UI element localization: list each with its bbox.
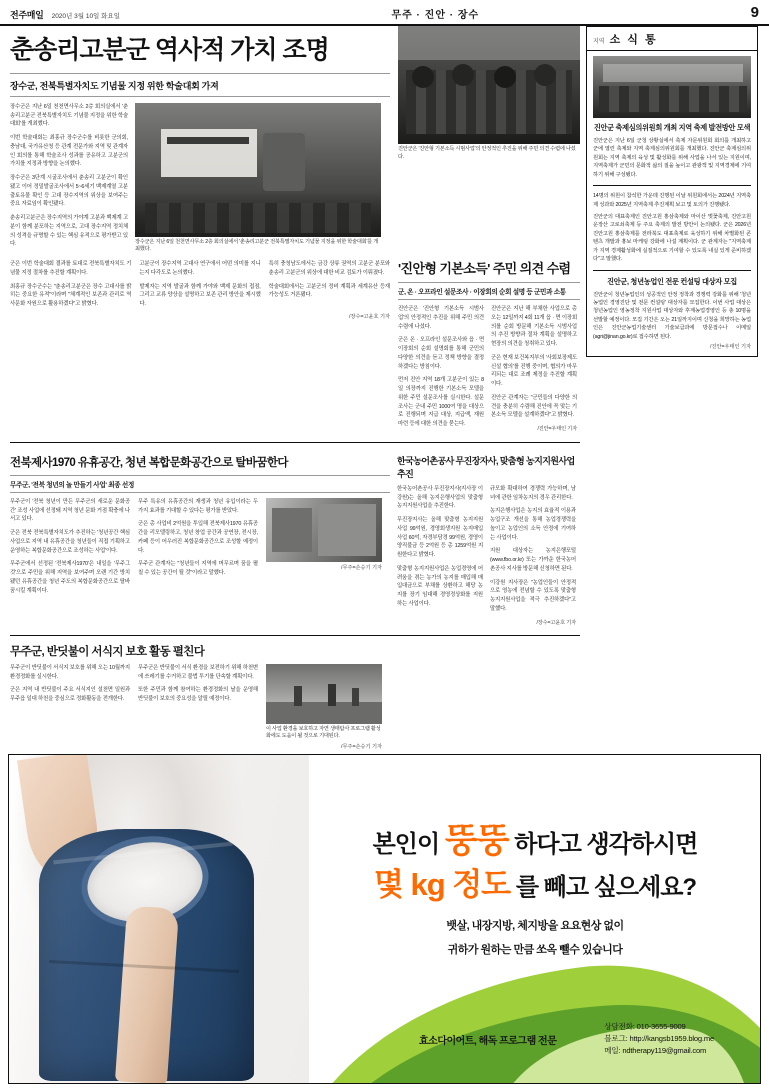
bottom-left-byline: /무주=손승기 기자 [341,743,382,750]
bottom-left-paragraph: 또한 주민과 함께 참여하는 환경정화의 날을 운영해 반딧불이 보호의 중요성을 알릴 예정이다. [138,687,258,703]
bottom-left-photo [266,664,382,724]
ad-line1-pre: 본인이 [372,831,440,858]
mid-right-paragraph: 무진장지사는 올해 맞춤형 농지지원 사업 99억원, 경영회생지원 농지매입사업 60억, 자경부담경 99억원, 경영이양직불금 등 2억원 등 총 1259억원 지원한다고 밝혔다. [397,517,483,558]
main-column [10,26,580,750]
mid-left-paragraph: 군은 전북 전북특별자치도가 추진하는 '청년공간 핵심 사업으로 지역 내 유휴공간을 청년들이 직접 기획하고 운영하는 복합문화공간으로 조성하는 사업'이다. [10,530,130,554]
ad-copy [309,755,760,1083]
lead-paragraph: 특히 충청남도에서는 금강 상류 권역의 고분군 분포와 춘송리 고분군의 위상에 대한 비교 검토가 이뤄졌다. [268,261,390,276]
second-photo [398,26,580,144]
mid-left-byline: /무주=손승기 기자 [341,564,382,571]
mid-tier [10,447,580,627]
masthead [0,0,769,26]
bottom-left-paragraph: 군은 지역 내 반딧불이 주요 서식지인 설천면 일원과 무주읍 일대 하천을 중심으로 정화활동을 전개한다. [10,687,130,703]
second-subhead: 군, 온 · 오프라인 설문조사 · 이장회의 순회 설명 등 군민과 소통 [398,282,580,300]
page-number: 9 [750,4,759,21]
ad-line1-post: 하다고 생각하시면 [514,831,698,858]
lead-paragraph: 이번 학술대회는 최홍규 장수군수를 비롯한 군의회, 충남대, 국가유산청 등 관계 전문가와 지역 및 관계자인 회의를 통해 학술조사 성과를 공유하고 고분군의 가치를 지정과 방향을 논의했다. [10,135,128,168]
mid-right-byline: /장수=고윤호 기자 [536,619,576,626]
mid-left-paragraph: 무주군이 '전북 청년이 만든 무주군의 새로운 문화공간' 조성 사업에 선정돼 지역 청년 문화 거점 확충에 나서고 있다. [10,498,130,523]
second-photo-caption: 진안군은 '진안형 기본소득 시범사업'의 안정적인 추진을 위해 주민 의견 수렴에 나섰다. [398,146,576,160]
sidebar-item-title-3: 진안군, 청년농업인 전문 컨설팅 대상자 모집 [607,276,737,286]
lead-headline: 춘송리고분군 역사적 가치 조명 [10,36,329,64]
mid-right-col2 [490,485,576,627]
lead-paragraph: 최홍규 장수군수는 "춘송리고분군은 장수 고대사를 밝히는 중요한 유적"이라며 "체계적인 보존과 관리로 역사문화 자원으로 활용하겠다"고 밝혔다. [10,283,132,307]
mid-left-col1 [10,498,130,601]
second-paragraph: 먼저 진안 지역 18개 고분군이 있는 8일 의장까지 진행한 기본소득 모델을 위한 주민 설문조사를 실시한다. 설문조사는 군내 주민 1000여 명을 대상으로 진행되며 지급 대상, 지급액, 재원 마련 등에 대한 의견을 묻는다. [398,377,484,427]
mid-left-subhead: 무주군, '전북 청년의 놀 만들기 사업' 최종 선정 [10,475,390,493]
second-body-col2 [491,305,577,434]
second-paragraph: 군은 현재 보건복지부의 '사회보장제도 신설 협의'를 진행 중이며, 협의가 마무리되는 대로 조례 제정을 추진할 계획이다. [491,354,577,387]
lead-paragraph: 장수군은 3단계 시굴조사에서 춘송리 고분군이 확인됐고 이어 정밀발굴조사에서 5~6세기 백제계열 고분 출토유물 확인 등 고대 장수지역의 위상을 보여주는 중요 자료임이 확인됐다. [10,175,128,208]
issue-date: 2020년 3월 10일 화요일 [51,13,120,20]
masthead-left [10,8,120,21]
ad-line1-emphasis: 뚱뚱 [444,822,509,860]
bottom-left-col1 [10,664,130,750]
ad-blog[interactable]: 블로그: http://kangsb1959.blog.me [604,1033,714,1043]
sidebar-byline: /진안=우태인 기자 [710,344,751,351]
sidebar-title: 소 식 통 [609,34,658,46]
ad-line2-post: 를 빼고 싶으세요? [515,874,697,901]
section-title: 무주 · 진안 · 장수 [391,10,480,21]
mid-left-paragraph: 무주군에서 선정된 '전북제사1970'은 내일을 '무주그 것'으로 주민을 위해 지역을 보여주며 오랜 기간 방치됐던 유휴공간을 청년 주도의 복합문화공간으로 탈바꿈시킬 계획이다. [10,561,130,594]
second-headline: '진안형 기본소득' 주민 의견 수렴 [398,261,571,276]
sidebar-tag: 지역 [593,39,605,45]
mid-left-photo [266,498,382,562]
advertisement[interactable] [8,754,761,1084]
mid-left-paragraph: 군은 총 사업비 2억원을 투입해 전북제사1970 유휴공간을 리모델링하고, 청년 창업 공간과 공연장, 전시장, 카페 등이 어우러진 복합문화공간으로 조성할 예정이다. [138,521,258,554]
bottom-left-headline: 무주군, 반딧불이 서식지 보호 활동 펼친다 [10,645,205,658]
second-body-col1 [398,305,484,434]
ad-subcopy-1: 뱃살, 내장지방, 체지방을 요요현상 없이 [446,920,624,932]
mid-right-article [397,447,579,627]
ad-contact [604,1021,714,1057]
mid-right-paragraph: 맞춤형 농지지원사업은 농업경영에 어려움을 겪는 농가의 농지를 매입해 매입대금으로 부채를 상환하고 해당 농지를 장기 임대해 경영정상화를 지원하는 사업이다. [397,565,483,607]
mid-left-headline: 전북제사1970 유휴공간, 청년 복합문화공간으로 탈바꿈한다 [10,456,288,469]
sidebar-item-title-2: 14명의 위원이 참석한 가운데 진행된 이날 위원회에서는 2024년 지역축제 성과와 2025년 지역축제 추진계획 보고 및 토의가 진행됐다. [593,193,751,208]
lead-body-lower [10,260,390,311]
bottom-left-article [10,643,390,750]
ad-line2-emphasis: 몇 kg 정도 [373,867,511,902]
bottom-left-photo-caption: 이 사업 환경을 보호하고 자연 생태탐사 프로그램 활성화에도 도움이 될 것으로 기대된다. [266,725,381,740]
sidebar-header [587,27,757,51]
second-paragraph: 진안군은 '진안형 기본소득 시범사업'의 안정적인 추진을 위해 주민 의견 수렴에 나섰다. [398,306,484,330]
lead-subhead: 장수군, 전북특별자치도 기념물 지정 위한 학술대회 가져 [10,73,390,97]
ad-subcopy-2: 귀하가 원하는 만큼 쏘옥 뺄수 있습니다 [447,944,623,956]
sidebar-body [587,51,757,356]
sidebar-divider [593,270,751,271]
second-paragraph: 군은 온 · 오프라인 설문조사와 읍 · 면 이장회의 순회 설명회를 통해 군민의 다양한 의견을 듣고 정책 방향을 결정하겠다는 방침이다. [398,337,484,370]
sidebar [586,26,758,750]
lead-photo [135,103,381,237]
mid-left-paragraph: 무주 특유의 유휴공간의 재생과 청년 유입이라는 두 가지 효과를 기대할 수 있다는 평가를 받았다. [138,498,258,514]
second-article-photo-block [398,26,580,254]
mid-right-paragraph: 한국농어촌공사 무진장지사(지사장 이강원)는 올해 농지은행사업의 맞춤형 농지지원사업을 추진한다. [397,485,483,510]
lead-article [10,26,580,434]
ad-headline-line2 [309,859,761,904]
divider [10,442,580,443]
second-article [398,256,580,434]
divider [10,635,580,636]
mid-right-col1 [397,485,483,627]
lead-byline: /장수=고윤호 기자 [349,313,390,320]
sidebar-item-text: 진안군은 지난 6일 군청 상황실에서 축제 자문위원회 회의를 개최하고 군에 열린 축제와 지역 축제심의위원회를 개최했다. 진안군 축제심의위원회는 지역 축제의 육성 및 활성화를 위해 사업을 나서 있는 지원이며, 지역축제가 군민의 문화적 삶의 질을 높이고 관광객 및 지역경제에 기여하기 위해 구성됐다. [593,137,751,178]
bottom-left-paragraph: 무주군은 반딧불이 서식 환경을 보전하기 위해 하천변에 쓰레기를 수거하고 불법 투기를 단속할 계획이다. [138,664,258,680]
ad-headline-line1 [309,813,761,862]
second-paragraph: 진안군 관계자는 "군민들의 다양한 의견을 충분히 수렴해 진안에 꼭 맞는 기본소득 모델을 설계하겠다"고 밝혔다. [491,394,577,419]
sidebar-item-text-2: 진안군의 대표축제인 진안고원 홍삼축제와 마이산 벚꽃축제, 진안고원 운장산 고로쇠축제 등 주요 축제의 발전 방안이 논의됐다. 군은 2026년 진안고원 홍삼축제를 전라북도 대표축제로 육성하기 위해 차별화된 콘텐츠 개발과 홍보 마케팅 강화에 나설 계획이다. 군 관계자는 "지역축제가 지역 경제활성화에 실질적으로 기여할 수 있도록 내실 있게 준비하겠다"고 말했다. [593,214,751,263]
second-byline: /진안=우태인 기자 [537,426,577,432]
ad-brand: 효소다이어트, 해독 프로그램 전문 [419,1036,557,1047]
lead-paragraph: 장수군은 지난 6일 천천면사무소 2층 회의실에서 '춘송리고분군 전북특별자치도 기념물 지정을 위한 학술대회'를 개최했다. [10,103,129,128]
bottom-left-col2 [138,664,258,750]
lead-paragraph: 고분군이 장수지역 고대사 연구에서 어떤 의미를 지니는지 다각도로 논의했다. [139,261,261,276]
mid-left-article [10,447,390,627]
mid-right-paragraph: 이강원 지사장은 "농업인들이 안정적으로 영농에 전념할 수 있도록 맞춤형 농지지원사업을 적극 추진하겠다"고 말했다. [490,579,576,612]
sidebar-box-news [586,26,758,357]
mid-right-paragraph: 농지은행사업은 농지의 효율적 이용과 농업구조 개선을 통해 농업경쟁력을 높이고 농업인의 소득 안정에 기여하는 사업이다. [490,508,576,541]
lead-paragraph: 군은 이번 학술대회 결과를 토대로 전북특별자치도 기념물 지정 절차를 추진할 계획이다. [10,261,132,276]
mid-left-col2 [138,498,258,601]
ad-phone: 상담전화: 010-3655-9009 [604,1021,686,1031]
page-content [0,26,769,750]
lead-paragraph: 학술대회에서는 고분군의 정비 계획과 세계유산 등재 가능성도 거론됐다. [268,283,390,299]
sidebar-divider [593,185,751,186]
mid-right-paragraph: 지원 대상자는 농지은행포털(www.fbo.or.kr) 또는 가까운 한국농어촌공사 지사를 방문해 신청하면 된다. [490,548,576,572]
bottom-left-paragraph: 무주군이 반딧불이 서식지 보호를 위해 오는 10월까지 환경정화를 실시한다. [10,664,130,680]
sidebar-item-text-3: 진안군이 청년농업인의 성공적인 안정 정착과 경쟁력 강화를 위해 '청년농업인 경영진단 및 전문 컨설팅' 대상자를 모집한다. 이번 사업 대상은 청년농업인 영농정착 지원사업 대상자와 후계농업경영인 등 총 10명을 선발할 예정이다. 모집 기간은 오는 21일까지이며 신청을 희망하는 농업인은 진안군농업기술센터 기술보급과에 방문접수나 이메일(agri@jinan.go.kr)로 접수하면 된다. [593,291,751,340]
paper-name: 전주매일 [10,10,44,20]
lead-body-col1 [10,103,128,254]
lead-paragraph: 춘송리고분군은 장수지역의 가야계 고분과 백제계 고분이 함께 분포하는 지역으로, 고대 장수지역 정치체의 성격을 규명할 수 있는 핵심 유적으로 평가받고 있다. [10,215,129,248]
mid-right-headline: 한국농어촌공사 무진장자사, 맞춤형 농지지원사업 추진 [397,455,575,479]
ad-email[interactable]: 메일: ndtherapy119@gmail.com [604,1045,707,1055]
lead-photo-caption: 장수군은 지난 6일 천천면사무소 2층 회의실에서 '춘송리고분군 전북특별자치도 기념물 지정을 위한 학술대회'를 개최했다. [135,238,379,253]
mid-left-paragraph: 무주군 관계자는 "청년들이 지역에 머무르며 꿈을 펼칠 수 있는 공간이 될 것"이라고 말했다. [138,561,258,576]
sidebar-item-title: 진안군 축제심의위원회 개최 지역 축제 발전방안 모색 [593,123,751,132]
mid-right-paragraph: 규모화 확대하여 경쟁력 가능하며, 남녀에 관한 임차농지의 경우 관리한다. [490,485,576,501]
ad-photo-jeans [9,755,309,1083]
sidebar-photo [593,56,751,118]
second-paragraph: 진안군은 지난 해 부채한 사업으로 총 오는 12일까지 4회 11개 읍 · 면 이장회의를 순회 방문해 기본소득 시범사업의 추진 방향과 절차 계획을 설명하고 현장의 의견을 청취하고 있다. [491,306,577,347]
lead-paragraph: 발제자는 지역 발굴과 함께 가야와 백제 문화의 접점, 그리고 교류 양상을 설명하고 보존 관리 방안을 제시했다. [139,283,261,307]
